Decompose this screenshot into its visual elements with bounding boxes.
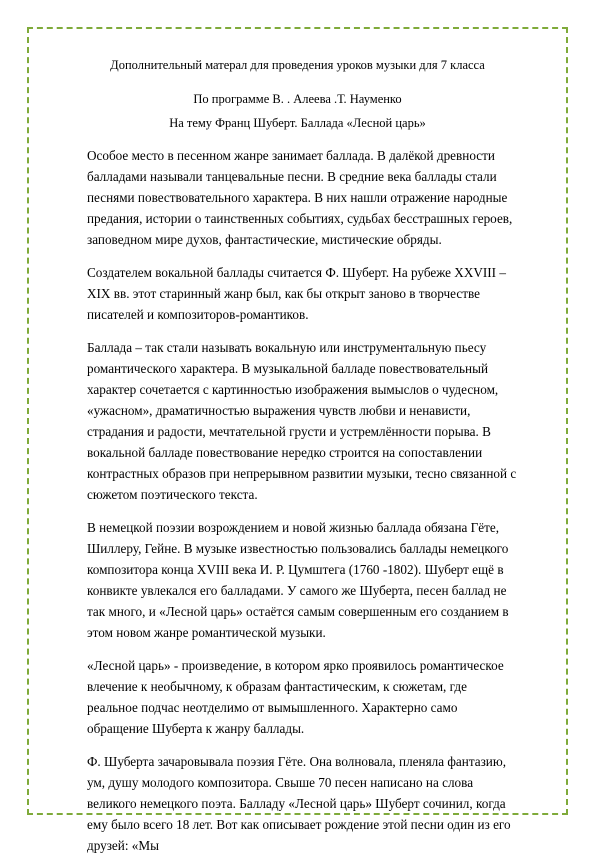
paragraph: Создателем вокальной баллады считается Ф. Шуберт. На рубеже XXVIII – XIX вв. этот старинный жанр был, как бы открыт заново в творчестве писателей и композиторов-романтиков. xyxy=(87,265,506,322)
header-topic: На тему Франц Шуберт. Баллада «Лесной царь» xyxy=(169,116,426,130)
paragraph: Особое место в песенном жанре занимает баллада. В далёкой древности балладами называли танцевальные песни. В средние века баллады стали песнями повествовательного характера. В них нашли отражение народные предания, истории о таинственных событиях, судьбах бесстрашных героев, заповедном мире духов, фантастические, мистические обряды. xyxy=(87,148,513,247)
paragraph: Ф. Шуберта зачаровывала поэзия Гёте. Она волновала, пленяла фантазию, ум, душу молодого композитора. Свыше 70 песен написано на слова великого немецкого поэта. Балладу «Лесной царь» Шуберт сочинил, когда ему было всего 18 лет. Вот как описывает рождение этой песни один из его друзей: «Мы xyxy=(87,754,511,853)
header-line-2: По программе В. . Алеева .Т. Науменко xyxy=(193,92,402,106)
paragraph: В немецкой поэзии возрождением и новой жизнью баллада обязана Гёте, Шиллеру, Гейне. В музыке известностью пользовались баллады немецкого композитора конца XVIII века И. Р. Цумштега (1760 -1802). Шуберт ещё в конвикте увлекался его балладами. У самого же Шуберта, песен баллад не так много, и «Лесной царь» остаётся самым совершенным его созданием в этом новом жанре романтической музыки. xyxy=(87,520,509,640)
paragraph: Баллада – так стали называть вокальную или инструментальную пьесу романтического характера. В музыкальной балладе повествовательный характер сочетается с картинностью изображения вымыслов о чудесном, «ужасном», драматичностью выражения чувств любви и ненависти, страдания и радости, мечтательной грусти и устремлённости порыва. В вокальной балладе повествование нередко строится на сопоставлении контрастных образов при непрерывном развитии музыки, тесно связанной с сюжетом поэтического текста. xyxy=(87,340,517,502)
paragraph: «Лесной царь» - произведение, в котором ярко проявилось романтическое влечение к необычному, к образам фантастическим, к сюжетам, где реальное подчас неотделимо от вымышленного. Характерно само обращение Шуберта к жанру баллады. xyxy=(87,658,504,736)
header-line-1: Дополнительный матерaл для проведения уроков музыки для 7 класса xyxy=(110,58,485,72)
document-body xyxy=(87,145,517,868)
